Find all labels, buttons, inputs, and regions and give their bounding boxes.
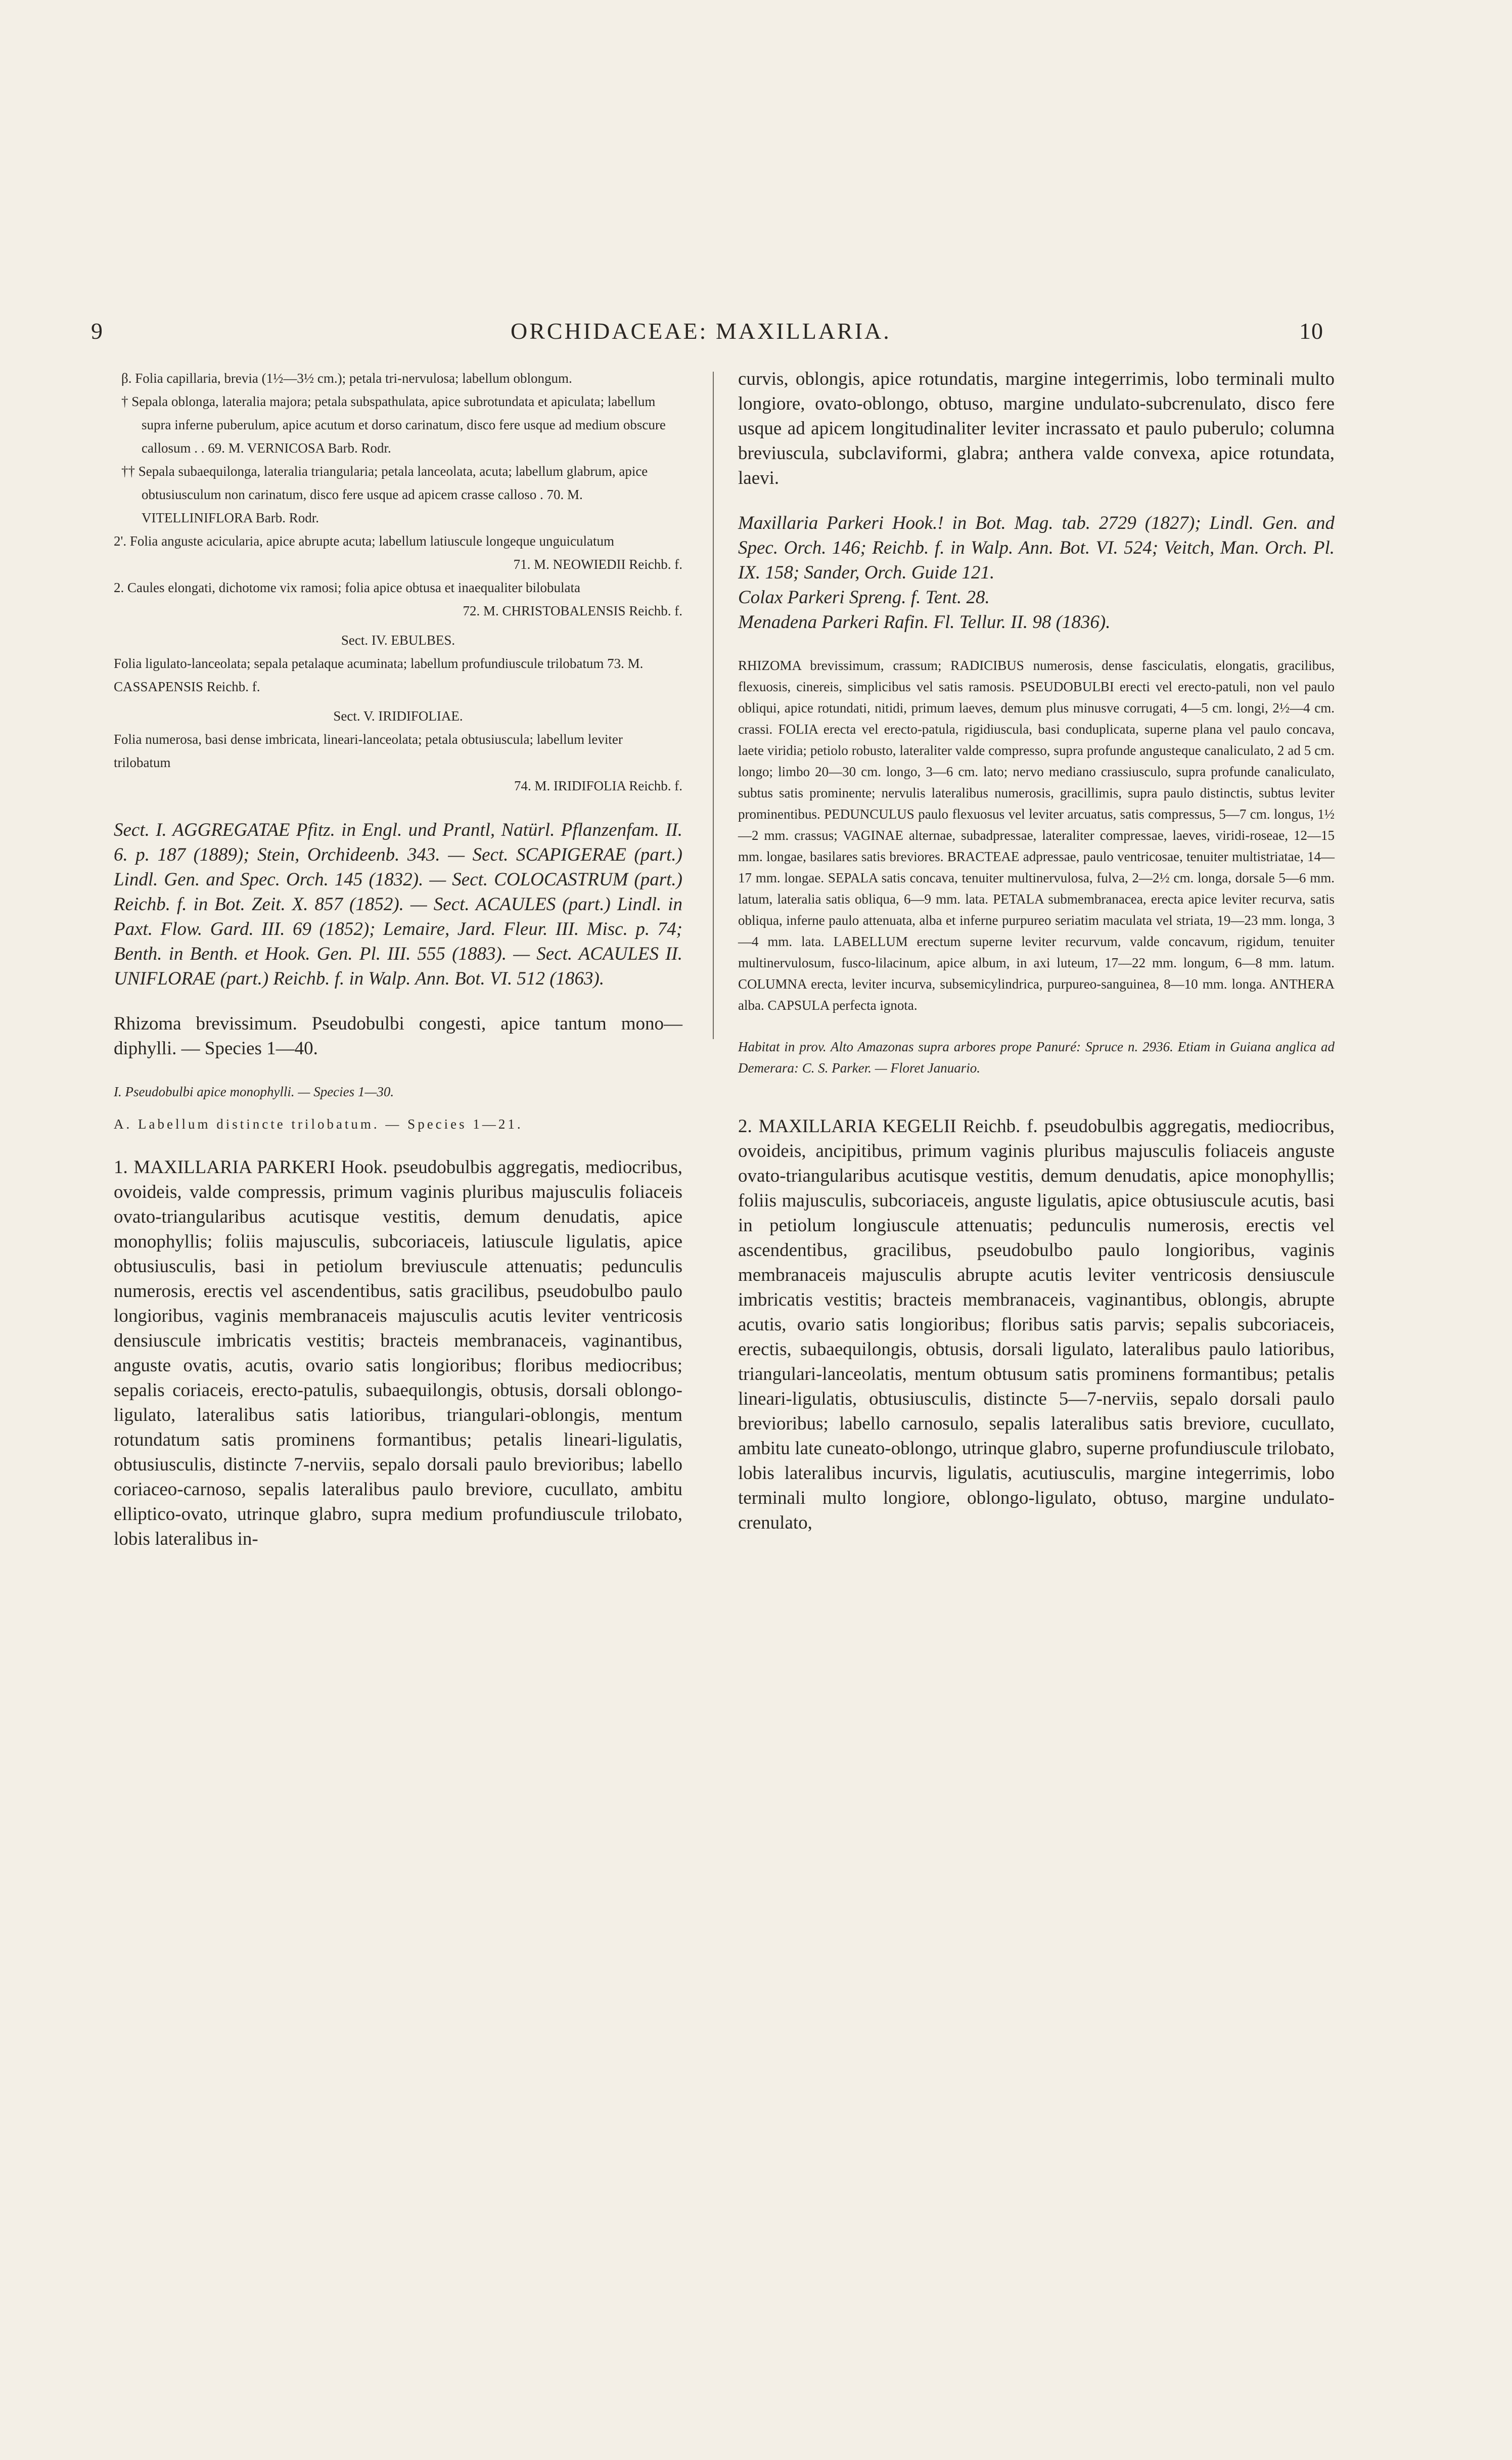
sect-v-heading: Sect. V. IRIDIFOLIAE. bbox=[333, 708, 463, 724]
right-column bbox=[738, 367, 1335, 1535]
key-2prime: 2'. Folia anguste acicularia, apice abrupte acuta; labellum latiuscule longeque unguiculatum bbox=[114, 533, 615, 549]
group-i: I. Pseudobulbi apice monophylli. — Species 1—30. bbox=[114, 1084, 394, 1099]
key-double-dagger: †† Sepala subaequilonga, lateralia triangularia; petala lanceolata, acuta; labellum glabrum, apice obtusiusculum non carinatum, disco fere usque ad apicem crasse calloso . 70. M. VITELLINIFLORA Barb. Rodr. bbox=[121, 464, 648, 525]
column-divider bbox=[713, 372, 714, 1039]
key-beta: β. Folia capillaria, brevia (1½—3½ cm.); petala tri-nervulosa; labellum oblongum. bbox=[121, 371, 572, 386]
running-title: ORCHIDACEAE: MAXILLARIA. bbox=[511, 318, 891, 344]
key-dagger: † Sepala oblonga, lateralia majora; petala subspathulata, apice subrotundata et apiculata; labellum supra inferne puberulum, apice acutum et dorso carinatum, disco fere usque ad medium obscure callosum . . 69. M. VERNICOSA Barb. Rodr. bbox=[121, 394, 666, 456]
key-2: 2. Caules elongati, dichotome vix ramosi; folia apice obtusa et inaequaliter bilobulata bbox=[114, 580, 580, 595]
sect-iv-heading: Sect. IV. EBULBES. bbox=[341, 633, 455, 648]
ref-1: Maxillaria Parkeri Hook.! in Bot. Mag. tab. 2729 (1827); Lindl. Gen. and Spec. Orch. 146; Reichb. f. in Walp. Ann. Bot. VI. 524; Veitch, Man. Orch. Pl. IX. 158; Sander, Orch. Guide 121. bbox=[738, 513, 1335, 583]
page-number-right: 10 bbox=[1299, 318, 1323, 344]
species-1-detailed: RHIZOMA brevissimum, crassum; RADICIBUS numerosis, dense fasciculatis, elongatis, gracilibus, flexuosis, cinereis, simplicibus vel satis ramosis. PSEUDOBULBI erecti vel erecto-patuli, non vel paulo obliqui, apice rotundati, nitidi, primum laeves, demum plus minusve corrugati, 4—5 cm. longi, 2½—4 cm. crassi. FOLIA erecta vel erecto-patula, rigidiuscula, basi conduplicata, superne plana vel paulo concava, laete viridia; petiolo robusto, lateraliter valde compresso, supra profunde angusteque canaliculato, 2 ad 5 cm. longo; limbo 20—30 cm. longo, 3—6 cm. lato; nervo mediano crassiusculo, supra profunde canaliculato, subtus satis prominente; nervulis lateralibus numerosis, gracillimis, supra paulo distinctis, subtus leviter prominentibus. PEDUNCULUS paulo flexuosus vel leviter arcuatus, satis compressus, 5—7 cm. longus, 1½—2 mm. crassus; VAGINAE alternae, subadpressae, lateraliter compressae, laeves, viridi-roseae, 12—15 mm. longae, basilares satis breviores. BRACTEAE adpressae, paulo ventricosae, tenuiter multistriatae, 14—17 mm. longae. SEPALA satis concava, tenuiter multinervulosa, fulva, 2—2½ cm. longa, dorsale 5—6 mm. latum, lateralia satis obliqua, 6—9 mm. lata. PETALA submembranacea, erecta apice leviter recurva, satis obliqua, inferne paulo attenuata, alba et inferne purpureo seriatim maculata vel striata, 19—23 mm. longa, 3—4 mm. lata. LABELLUM erectum superne leviter recurvum, valde concavum, rigidum, tenuiter multinervulosum, fusco-lilacinum, apice album, in axi luteum, 17—22 mm. longum, 6—8 mm. latum. COLUMNA erecta, leviter incurva, subsemicylindrica, purpureo-sanguinea, 8—10 mm. longa. ANTHERA alba. CAPSULA perfecta ignota. bbox=[738, 658, 1335, 1013]
key-species-72: 72. M. CHRISTOBALENSIS Reichb. f. bbox=[463, 603, 682, 618]
key-species-73: Folia ligulato-lanceolata; sepala petalaque acuminata; labellum profundiuscule trilobatum 73. M. CASSAPENSIS Reichb. f. bbox=[114, 656, 644, 694]
species-1-description: 1. MAXILLARIA PARKERI Hook. pseudobulbis aggregatis, mediocribus, ovoideis, valde compressis, primum vaginis pluribus majusculis foliaceis ovato-triangularibus acutisque vestitis, demum denudatis, apice monophyllis; foliis majusculis, subcoriaceis, latiuscule ligulatis, apice obtusiusculis, basi in petiolum breviuscule attenuatis; pedunculis numerosis, erectis vel ascendentibus, satis gracilibus, pseudobulbo paulo longioribus, vaginis membranaceis majusculis acutis leviter ventricosis densiuscule imbricatis vestitis; bracteis membranaceis, vaginantibus, anguste ovatis, acutis, ovario satis longioribus; floribus mediocribus; sepalis coriaceis, erecto-patulis, subaequilongis, obtusis, dorsali oblongo-ligulato, lateralibus satis latioribus, triangulari-oblongis, mentum rotundatum satis prominens formantibus; petalis lineari-ligulatis, obtusiusculis, distincte 7-nerviis, sepalo dorsali paulo brevioribus; labello coriaceo-carnoso, sepalis lateralibus paulo breviore, cucullato, ambitu elliptico-ovato, utrinque glabro, supra medium profundiuscule trilobato, lobis lateralibus in- bbox=[114, 1157, 682, 1549]
group-a: A. Labellum distincte trilobatum. — Species 1—21. bbox=[114, 1116, 523, 1132]
species-2-description: 2. MAXILLARIA KEGELII Reichb. f. pseudobulbis aggregatis, mediocribus, ovoideis, ancipitibus, primum vaginis pluribus majusculis foliaceis anguste ovato-triangularibus acutisque vestitis, demum denudatis, apice monophyllis; foliis majusculis, subcoriaceis, anguste ligulatis, apice obtusiuscule acutis, basi in petiolum longiuscule attenuatis; pedunculis numerosis, erectis vel ascendentibus, gracilibus, pseudobulbo paulo longioribus, vaginis membranaceis majusculis abrupte acutis leviter ventricosis densiuscule imbricatis vestitis; bracteis membranaceis, vaginantibus, oblongis, abrupte acutis, ovario satis longioribus; floribus satis parvis; sepalis subcoriaceis, erectis, subaequilongis, obtusis, dorsali ligulato, lateralibus paulo latioribus, triangulari-lanceolatis, mentum obtusum satis prominens formantibus; petalis lineari-ligulatis, obtusiusculis, distincte 5—7-nerviis, sepalo dorsali paulo brevioribus; labello carnosulo, sepalis lateralibus satis breviore, cucullato, ambitu late cuneato-oblongo, utrinque glabro, superne profundiuscule trilobato, lobis lateralibus incurvis, ligulatis, acutiusculis, margine integerrimis, lobo terminali multo longiore, oblongo-ligulato, obtuso, margine undulato-crenulato, bbox=[738, 1116, 1335, 1533]
page-number-left: 9 bbox=[91, 318, 103, 344]
left-column bbox=[114, 367, 682, 1551]
key-species-71: 71. M. NEOWIEDII Reichb. f. bbox=[513, 557, 682, 572]
key-species-74: 74. M. IRIDIFOLIA Reichb. f. bbox=[514, 778, 682, 793]
ref-2: Colax Parkeri Spreng. f. Tent. 28. bbox=[738, 587, 990, 608]
key-iridifoliae: Folia numerosa, basi dense imbricata, lineari-lanceolata; petala obtusiuscula; labellum leviter trilobatum bbox=[114, 732, 623, 770]
section-aggregatae: Sect. I. AGGREGATAE Pfitz. in Engl. und Prantl, Natürl. Pflanzenfam. II. 6. p. 187 (1889); Stein, Orchideenb. 343. — Sect. SCAPIGERAE (part.) Lindl. Gen. and Spec. Orch. 145 (1832). — Sect. COLOCASTRUM (part.) Reichb. f. in Bot. Zeit. X. 857 (1852). — Sect. ACAULES (part.) Lindl. in Paxt. Flow. Gard. III. 69 (1852); Lemaire, Jard. Fleur. III. Misc. p. 74; Benth. in Benth. et Hook. Gen. Pl. III. 555 (1883). — Sect. ACAULES II. UNIFLORAE (part.) Reichb. f. in Walp. Ann. Bot. VI. 512 (1863). bbox=[114, 820, 682, 989]
rhizoma-para: Rhizoma brevissimum. Pseudobulbi congesti, apice tantum mono—diphylli. — Species 1—40. bbox=[114, 1013, 682, 1059]
species-1-continued: curvis, oblongis, apice rotundatis, margine integerrimis, lobo terminali multo longiore, ovato-oblongo, obtuso, margine undulato-subcrenulato, disco fere usque ad apicem longitudinaliter leviter incrassato et paulo puberulo; columna breviuscula, subclaviformi, glabra; anthera valde convexa, apice rotundata, laevi. bbox=[738, 369, 1335, 488]
habitat: Habitat in prov. Alto Amazonas supra arbores prope Panuré: Spruce n. 2936. Etiam in Guiana anglica ad Demerara: C. S. Parker. — Floret Januario. bbox=[738, 1039, 1335, 1076]
ref-3: Menadena Parkeri Rafin. Fl. Tellur. II. 98 (1836). bbox=[738, 612, 1111, 633]
